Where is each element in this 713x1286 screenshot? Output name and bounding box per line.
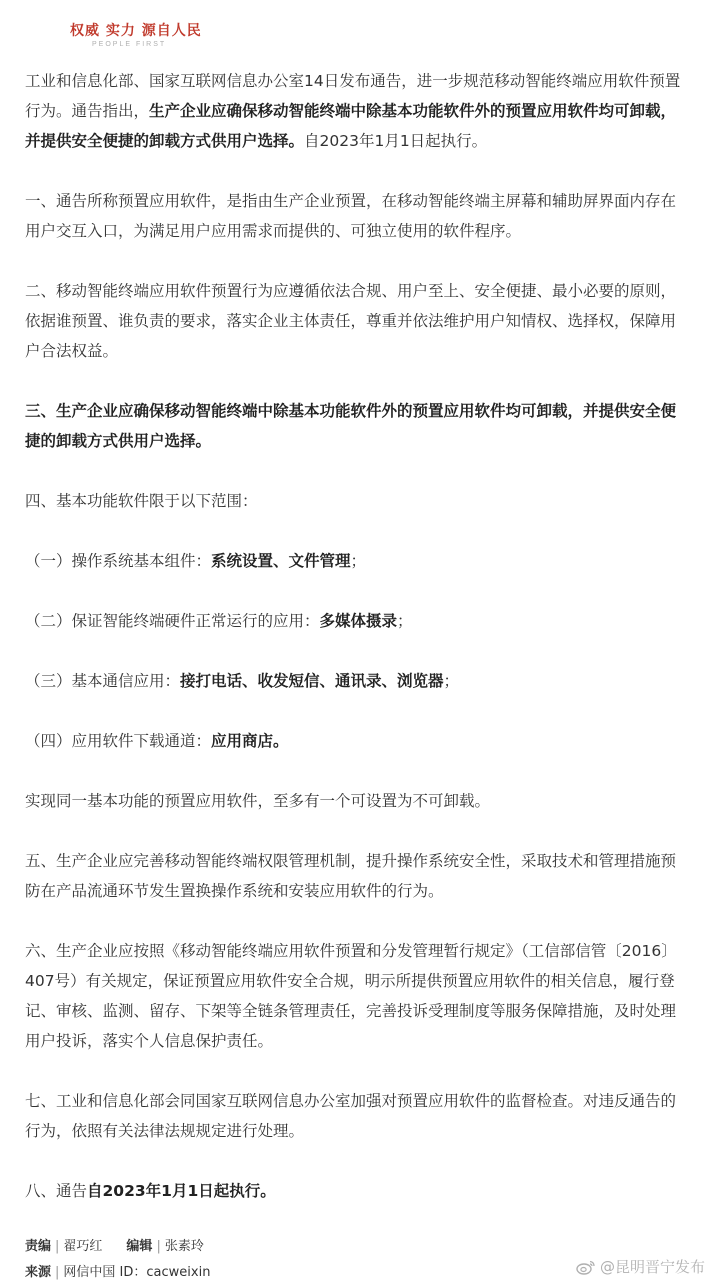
logo-slogan: 权威 实力 源自人民 [70, 23, 202, 39]
editor-label: 责编 [25, 1239, 52, 1254]
scope-item-4-bold: 应用商店。 [211, 732, 289, 750]
editor-name: 翟巧红 [63, 1239, 103, 1254]
intro-paragraph [25, 66, 690, 156]
weibo-watermark [576, 1256, 705, 1277]
credit-row-source [25, 1260, 210, 1286]
intro-text-2: 自2023年1月1日起执行。 [304, 132, 488, 150]
edit-name: 张素玲 [164, 1239, 204, 1254]
scope-item-3 [25, 666, 690, 696]
source-value: 网信中国 ID：cacweixin [63, 1265, 211, 1280]
scope-item-3-suffix: ； [443, 672, 460, 690]
paragraph-4: 四、基本功能软件限于以下范围： [25, 492, 258, 510]
source-label: 来源 [25, 1265, 52, 1280]
scope-item-2-suffix: ； [397, 612, 413, 630]
scope-item-4-prefix: （四）应用软件下载通道： [25, 732, 212, 750]
paragraph-9-prefix: 八、通告 [25, 1182, 88, 1200]
credit-divider: | [55, 1265, 60, 1280]
paragraph-8: 七、工业和信息化部会同国家互联网信息办公室加强对预置应用软件的监督检查。对违反通告的行为，依照有关法律法规规定进行处理。 [25, 1092, 677, 1140]
paragraph-3: 三、生产企业应确保移动智能终端中除基本功能软件外的预置应用软件均可卸载，并提供安全便捷的卸载方式供用户选择。 [25, 402, 677, 450]
scope-item-4 [25, 726, 690, 756]
scope-item-1 [25, 546, 690, 576]
credit-row-editors [25, 1234, 210, 1260]
scope-item-3-bold: 接打电话、收发短信、通讯录、浏览器 [180, 672, 444, 690]
weibo-icon [576, 1259, 596, 1275]
watermark-text: @昆明晋宁发布 [599, 1258, 705, 1276]
edit-label: 编辑 [126, 1239, 153, 1254]
paragraph-1: 一、通告所称预置应用软件，是指由生产企业预置，在移动智能终端主屏幕和辅助屏界面内存在用户交互入口，为满足用户应用需求而提供的、可独立使用的软件程序。 [25, 192, 677, 240]
scope-item-2-prefix: （二）保证智能终端硬件正常运行的应用： [25, 612, 320, 630]
logo-subtitle: PEOPLE FIRST [92, 41, 167, 48]
paragraph-9-bold: 自2023年1月1日起执行。 [87, 1182, 276, 1200]
paragraph-6: 五、生产企业应完善移动智能终端权限管理机制，提升操作系统安全性，采取技术和管理措施预防在产品流通环节发生置换操作系统和安装应用软件的行为。 [25, 852, 677, 900]
scope-item-2-bold: 多媒体摄录 [319, 612, 398, 630]
intro-bold-text: 生产企业应确保移动智能终端中除基本功能软件外的预置应用软件均可卸载，并提供安全便捷的卸载方式供用户选择。 [25, 102, 677, 150]
scope-item-1-suffix: ； [350, 552, 367, 570]
scope-item-1-bold: 系统设置、文件管理 [211, 552, 351, 570]
credit-divider: | [55, 1239, 60, 1254]
paragraph-5: 实现同一基本功能的预置应用软件，至多有一个可设置为不可卸载。 [25, 792, 491, 810]
article-body [25, 66, 690, 1206]
credit-divider: | [156, 1239, 161, 1254]
scope-item-1-prefix: （一）操作系统基本组件： [25, 552, 212, 570]
paragraph-9 [25, 1176, 690, 1206]
scope-item-3-prefix: （三）基本通信应用： [25, 672, 181, 690]
scope-item-2 [25, 606, 690, 636]
brand-logo [70, 22, 210, 50]
paragraph-2: 二、移动智能终端应用软件预置行为应遵循依法合规、用户至上、安全便捷、最小必要的原则，依据谁预置、谁负责的要求，落实企业主体责任，尊重并依法维护用户知情权、选择权，保障用户合法权益。 [25, 282, 677, 360]
intro-text-1: 工业和信息化部、国家互联网信息办公室14日发布通告，进一步规范移动智能终端应用软件预置行为。通告指出， [25, 72, 681, 120]
article-credits [25, 1234, 210, 1286]
paragraph-7: 六、生产企业应按照《移动智能终端应用软件预置和分发管理暂行规定》（工信部信管〔2016〕407号）有关规定，保证预置应用软件安全合规，明示所提供预置应用软件的相关信息，履行登记、审核、监测、留存、下架等全链条管理责任，完善投诉受理制度等服务保障措施，及时处理用户投诉，落实个人信息保护责任。 [25, 942, 677, 1050]
